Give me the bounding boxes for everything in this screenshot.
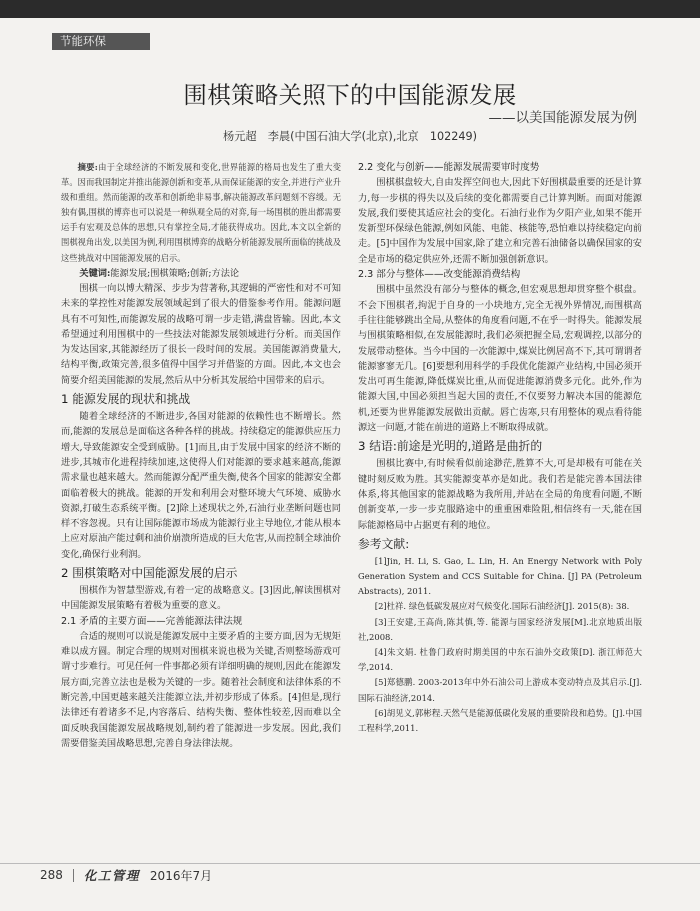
section-2-2-text: 围棋棋盘较大,自由发挥空间也大,因此下好围棋最重要的还是计算力,每一步棋的得失以及后续的变化都需要自己计算判断。而面对能源发展,我们要使其适应社会的变化。石油行业作为夕阳产业,如果不能开发新型环保绿色能源,例如风能、电能、核能等,恐怕难以持续稳定向前走。[5]中国作为发展中国家,除了建立和完善石油储备以确保国家的安全是市场的稳定供应外,还需不断加强创新意识。 <box>358 177 642 265</box>
reference-item: [1]Jin, H. Li, S. Gao, L. Lin, H. An Energy Network with Poly Generation System and CCS Suitable for China. [J] PA (Petroleum Abstracts), 2011. <box>358 555 642 597</box>
section-tag: 节能环保 <box>52 33 150 50</box>
section-2-3-text: 围棋中虽然没有部分与整体的概念,但宏观思想却贯穿整个棋盘。不会下围棋者,拘泥于自身的一小块地方,完全无视外界情况,而围棋高手往往能够跳出全局,从整体的角度看问题,不在乎一时得失。能源发展与围棋策略相似,在发展能源时,我们必须把握全局,宏观调控,以部分的发展带动整体。当今中国的一次能源中,煤炭比例居高不下,其可谓谓者能源寥寥无几。[6]要想利用科学的手段优化能源产业结构,中国必须开发出可再生能源,降低煤炭比重,从而促进能源消费多元化。此外,作为能源大国,中国必须担当起大国的责任,不仅要努力解决本国的能源危机,还要为世界能源发展做出贡献。唇亡齿寒,只有用整体的观点看待能源这一问题,才能在前进的道路上不断取得成就。 <box>358 284 642 434</box>
keywords-text: 能源发展;围棋策略;创新;方法论 <box>110 267 240 279</box>
section-3-text: 围棋比赛中,有时候看似前途渺茫,胜算不大,可是却极有可能在关键时刻反败为胜。其实能源变革亦是如此。我们若是能完善本国法律体系,将其他国家的能源战略为我所用,并站在全局的角度看问题,不断创新变革,一步一步克服路途中的重重困难险阻,相信终有一天,能在国际能源格局中占据更有利的地位。 <box>358 458 642 531</box>
top-bar <box>0 0 700 18</box>
keywords <box>61 266 341 281</box>
section-2-heading: 2 围棋策略对中国能源发展的启示 <box>61 566 238 580</box>
keywords-label: 关键词: <box>79 267 111 279</box>
references-heading: 参考文献: <box>358 536 410 551</box>
article-subtitle: ——以美国能源发展为例 <box>488 110 637 126</box>
right-column <box>358 160 642 736</box>
references-list <box>358 554 642 736</box>
footer-separator <box>73 869 74 882</box>
page-number: 288 <box>40 868 63 882</box>
section-3-heading: 3 结语:前途是光明的,道路是曲折的 <box>358 439 543 454</box>
page-footer <box>40 866 212 884</box>
reference-item: [6]胡见义,郭彬程.天然气是能源低碳化发展的重要阶段和趋势。[J].中国工程科学,2011. <box>358 707 642 734</box>
article-authors: 杨元超 李晨(中国石油大学(北京),北京 102249) <box>223 130 477 143</box>
reference-item: [3]王安建,王高尚,陈其慎,等. 能源与国家经济发展[M].北京地质出版社,2008. <box>358 616 642 642</box>
reference-item: [5]郑德鹏. 2003-2013年中外石油公司上游成本变动特点及其启示.[J].国际石油经济,2014. <box>358 677 642 703</box>
abstract-label: 摘要: <box>77 162 98 172</box>
article-title: 围棋策略关照下的中国能源发展 <box>183 81 517 109</box>
issue-date: 2016年7月 <box>149 868 213 883</box>
intro-paragraph: 围棋一向以博大精深、步步为营著称,其逻辑的严密性和对不可知未来的掌控性对能源发展领域起到了很大的借鉴参考作用。能源问题具有不可知性,而能源发展的战略可谓一步走错,满盘皆输。因此,本文希望通过利用围棋中的一些技法对能源发展领域进行分析。而美国作为发达国家,其能源经历了很长一段时间的发展。美国能源消费量大,结构平衡,政策完善,很多值得中国学习并借鉴的方面。因此,本文也会简要介绍美国能源的发展,然后从中分析其发展给中国带来的启示。 <box>61 282 341 386</box>
section-1-text: 随着全球经济的不断进步,各国对能源的依赖性也不断增长。然而,能源的发展总是面临这各种各样的挑战。持续稳定的能源供应压力增大,导致能源安全受到威胁。[1]而且,由于发展中国家的经济不断的进步,其城市化进程持续加速,这使得人们对能源的要求越来越高,能源需求量也越来越大。然而能源分配严重失衡,使各个国家的能源安全都面临着极大的挑战。能源的开发和利用会对整环境大气环境、威胁水资源,打破生态系统平衡。[2]除上述现状之外,石油行业垄断问题也同样不容忽视。只有让国际能源市场成为能源行业主导地位,才能从根本上应对原油产能过剩和油价崩溃所造成的巨大危害,从而控制全球油价变化,确保行业利润。 <box>61 411 341 560</box>
section-2-1-heading: 2.1 矛盾的主要方面——完善能源法律法规 <box>61 615 243 627</box>
abstract <box>61 160 341 266</box>
section-2-1-text: 合适的规则可以说是能源发展中主要矛盾的主要方面,因为无规矩难以成方圆。制定合理的规则对围棋来说也极为关键,否则整场游戏可谓寸步难行。可见任何一件事都必须有详细明确的规则,因此在能源发展方面,完善立法也是极为关键的一步。随着社会制度和法律体系的不断完善,中国更越来越关注能源立法,并初步形成了体系。[4]但是,现行法律还有着诸多不足,内容落后、结构失衡、整体性较差,因而难以全面反映我国能源发展战略规划,制约着了能源进一步发展。因此,我们需要借鉴美国战略思想,完善自身法律法规。 <box>61 630 341 749</box>
reference-item: [4]朱文娟. 杜鲁门政府时期美国的中东石油外交政策[D]. 浙江师范大学,2014. <box>358 647 642 673</box>
left-column <box>61 160 341 751</box>
section-2-2-heading: 2.2 变化与创新——能源发展需要审时度势 <box>358 162 540 173</box>
footer-divider <box>0 863 700 864</box>
reference-item: [2]杜祥. 绿色低碳发展应对气候变化.国际石油经济[J]. 2015(8): 38. <box>374 601 630 612</box>
section-2-text: 围棋作为智慧型游戏,有着一定的战略意义。[3]因此,解读围棋对中国能源发展策略有着极为重要的意义。 <box>61 585 341 612</box>
section-2-3-heading: 2.3 部分与整体——改变能源消费结构 <box>358 269 521 281</box>
section-1-heading: 1 能源发展的现状和挑战 <box>61 392 191 407</box>
journal-name: 化工管理 <box>83 868 140 883</box>
abstract-text: 由于全球经济的不断发展和变化,世界能源的格局也发生了重大变革。因而我国制定并推出能源创新和变革,从而保证能源的安全,并进行产业升级和重组。然而能源的改革和创新绝非易事,解决能源改革问题刻不容缓。无独有偶,围棋的博弈也可以说是一种纵观全局的对弈,每一场围棋的胜出都需要运手有宏观及总体的思想,只有掌控全局,才能获得成功。因此,本文以全新的围棋视角出发,以美国为例,利用围棋博弈的战略分析能源发展所面临的挑战及这些挑战对中国能源发展的启示。 <box>61 162 341 263</box>
